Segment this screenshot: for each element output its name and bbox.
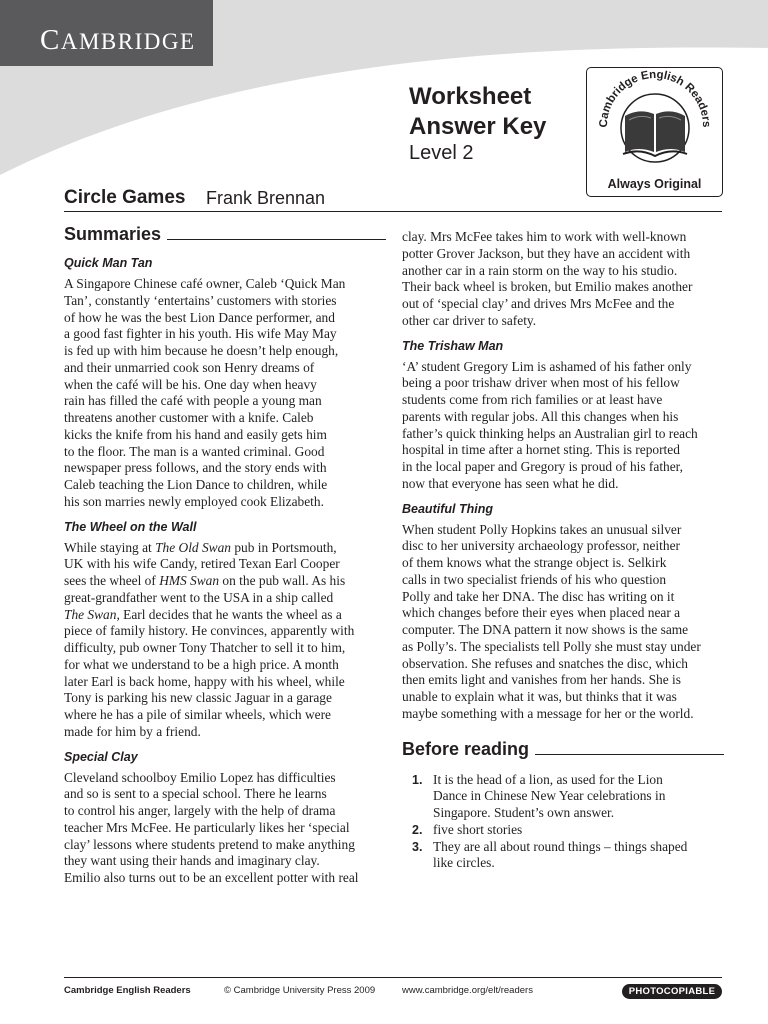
title-divider <box>64 211 722 212</box>
summary-special-clay: Cleveland schoolboy Emilio Lopez has difficulties and so is sent to a special school. There he learns to control his anger, largely with the help of drama teacher Mrs McFee. He particularly likes her ‘special clay’ lessons where students pretend to make anything they want using their hands and imaginary clay. Emilio also turns out to be an excellent potter with real <box>64 769 359 885</box>
right-column <box>402 229 724 872</box>
worksheet-title-line1: Worksheet <box>409 83 532 110</box>
answer-item: 2. five short stories <box>412 821 523 837</box>
summary-trishaw-man: ‘A’ student Gregory Lim is ashamed of his father only being a poor trishaw driver when most of his fellow students come from rich families or at least have parents with regular jobs. All this changes when his father’s quick thinking helps an Australian girl to reach hospital in time after a hornet sting. This is reported in the local paper and Gregory is proud of his father, now that everyone has seen what he did. <box>402 358 698 491</box>
cambridge-brand-logo: CAMBRIDGE <box>40 24 196 56</box>
logo-tagline: Always Original <box>607 177 702 191</box>
before-reading-heading: Before reading <box>402 739 724 760</box>
book-author: Frank Brennan <box>206 188 326 208</box>
story-title-trishaw-man: The Trishaw Man <box>402 338 504 353</box>
footer-divider <box>64 977 722 978</box>
summary-special-clay-continued: clay. Mrs McFee takes him to work with well-known potter Grover Jackson, but they have an accident with another car in a rain storm on the way to his studio. Their back wheel is broken, but Emilio makes another out of ‘special clay’ and drives Mrs McFee and the other car driver to safety. <box>402 229 693 328</box>
book-title: Circle Games <box>64 187 186 208</box>
worksheet-level: Level 2 <box>409 142 474 164</box>
summary-beautiful-thing: When student Polly Hopkins takes an unusual silver disc to her university archaeology professor, neither of them knows what the strange object is. Selkirk calls in two specialist friends of his who question Polly and take her DNA. The disc has writing on it which changes before their eyes when placed near a computer. The DNA pattern it now shows is the same as Polly’s. The specialists tell Polly she must stay under observation. She refuses and snatches the disc, which then emits light and vanishes from her hands. She is unable to explain what it was, but thinks that it was maybe something with a message for her or the world. <box>402 521 701 721</box>
footer-copyright: © Cambridge University Press 2009 <box>224 985 376 996</box>
story-title-special-clay: Special Clay <box>64 749 138 764</box>
answer-item: 3. They are all about round things – things shaped like circles. <box>412 838 688 871</box>
footer-brand: Cambridge English Readers <box>64 985 191 996</box>
story-title-beautiful-thing: Beautiful Thing <box>402 501 493 516</box>
story-title-wheel-on-the-wall: The Wheel on the Wall <box>64 519 197 534</box>
left-column <box>64 224 386 887</box>
story-title-quick-man-tan: Quick Man Tan <box>64 256 153 270</box>
summary-wheel-on-the-wall: While staying at The Old Swan pub in Portsmouth, UK with his wife Candy, retired Texan Earl Cooper sees the wheel of HMS Swan on the pub wall. As his great-grandfather went to the USA in a ship called The Swan, Earl decides that he wants the wheel as a piece of family history. He convinces, apparently with difficulty, pub owner Tony Thatcher to sell it to him, for what we understand to be a high price. A month later Earl is back home, happy with his wheel, while Tony is parking his new classic Jaguar in a garage where he has a pile of similar wheels, which were made for him by a friend. <box>64 539 355 739</box>
photocopiable-badge: PHOTOCOPIABLE <box>622 984 722 999</box>
footer-url: www.cambridge.org/elt/readers <box>402 985 533 996</box>
worksheet-title <box>409 82 546 142</box>
cambridge-readers-logo <box>586 67 723 197</box>
logo-arc-text: Cambridge English Readers <box>597 68 713 128</box>
summaries-heading: Summaries <box>64 224 386 245</box>
summary-quick-man-tan: A Singapore Chinese café owner, Caleb ‘Quick Man Tan’, constantly ‘entertains’ customers with stories of how he was the best Lion Dance performer, and a good fast fighter in his youth. His wife May May is fed up with him because he doesn’t help enough, and their unmarried cook son Henry dreams of when the café will be his. One day when heavy rain has filled the café with people a young man threatens another customer with a knife. Caleb kicks the knife from his hand and easily gets him to the floor. The man is a wanted criminal. Good newspaper press follows, and the story ends with Caleb teaching the Lion Dance to children, while his son marries newly employed cook Elizabeth. <box>64 276 346 509</box>
worksheet-title-line2: Answer Key <box>409 113 547 140</box>
answer-item: 1. It is the head of a lion, as used for the Lion Dance in Chinese New Year celebrations in Singapore. Student’s own answer. <box>412 771 666 820</box>
before-reading-answers <box>402 772 724 873</box>
